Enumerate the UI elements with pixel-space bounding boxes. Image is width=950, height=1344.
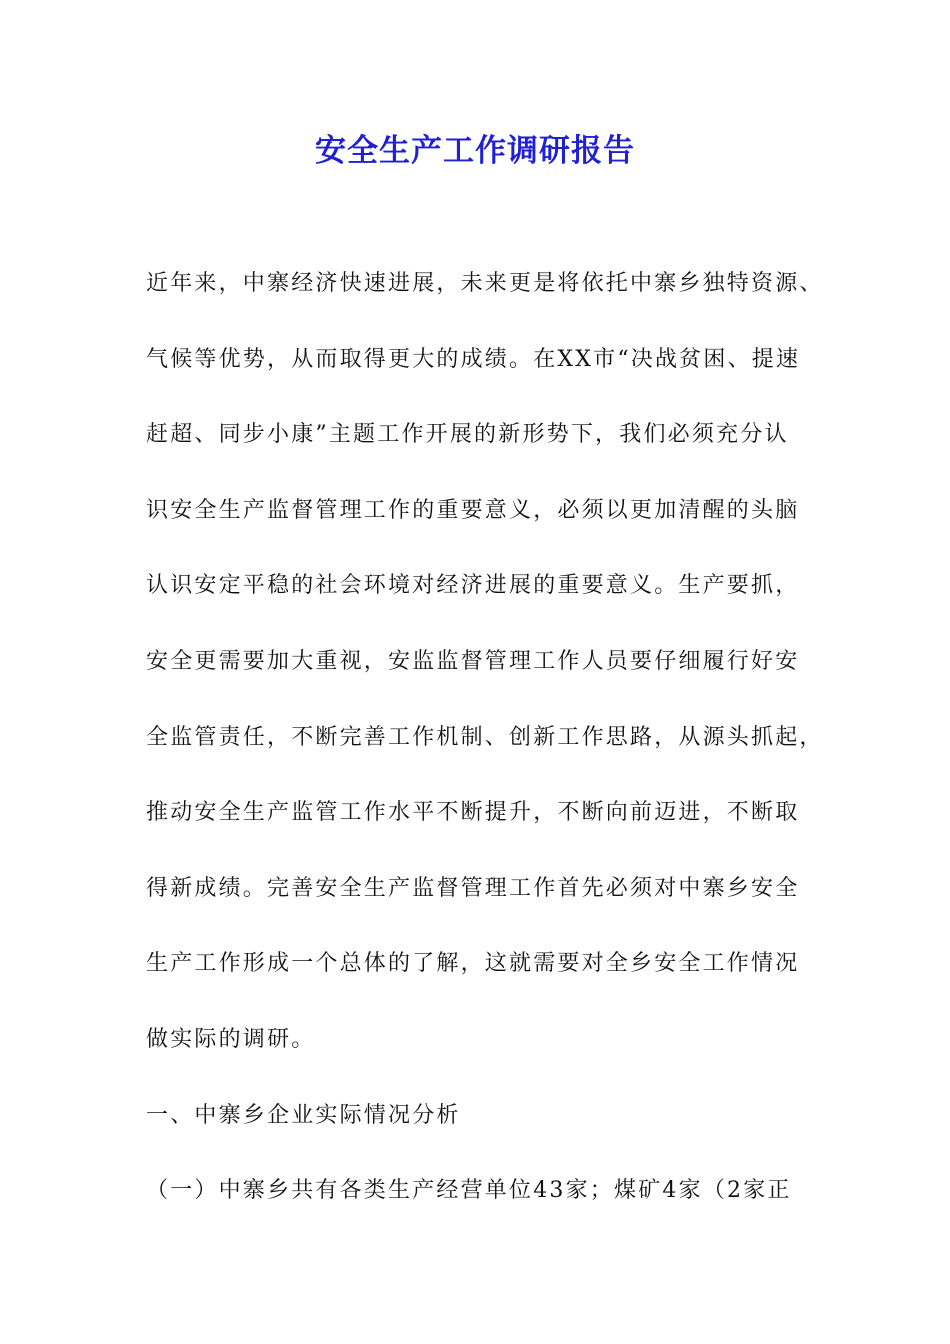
body-line: 得新成绩。完善安全生产监督管理工作首先必须对中寨乡安全 — [146, 875, 800, 901]
body-line: 全监管责任，不断完善工作机制、创新工作思路，从源头抓起， — [146, 724, 824, 750]
body-line: 做实际的调研。 — [146, 1026, 316, 1052]
body-line: 识安全生产监督管理工作的重要意义，必须以更加清醒的头脑 — [146, 497, 800, 523]
body-line: 认识安定平稳的社会环境对经济进展的重要意义。生产要抓， — [146, 573, 800, 599]
body-line: 近年来，中寨经济快速进展，未来更是将依托中寨乡独特资源、 — [146, 271, 824, 296]
body-line: 安全更需要加大重视，安监监督管理工作人员要仔细履行好安 — [146, 648, 800, 674]
body-line: 推动安全生产监管工作水平不断提升，不断向前迈进，不断取 — [146, 800, 800, 826]
document-body — [146, 261, 824, 1244]
body-line: 生产工作形成一个总体的了解，这就需要对全乡安全工作情况 — [146, 951, 800, 977]
body-line: 赶超、同步小康”主题工作开展的新形势下，我们必须充分认 — [146, 422, 789, 448]
body-line: （一）中寨乡共有各类生产经营单位43家；煤矿4家（2家正 — [146, 1178, 792, 1204]
section-heading: 一、中寨乡企业实际情况分析 — [146, 1102, 461, 1128]
document-title: 安全生产工作调研报告 — [315, 133, 635, 169]
body-line: 气候等优势，从而取得更大的成绩。在XX市“决战贫困、提速 — [146, 346, 801, 372]
